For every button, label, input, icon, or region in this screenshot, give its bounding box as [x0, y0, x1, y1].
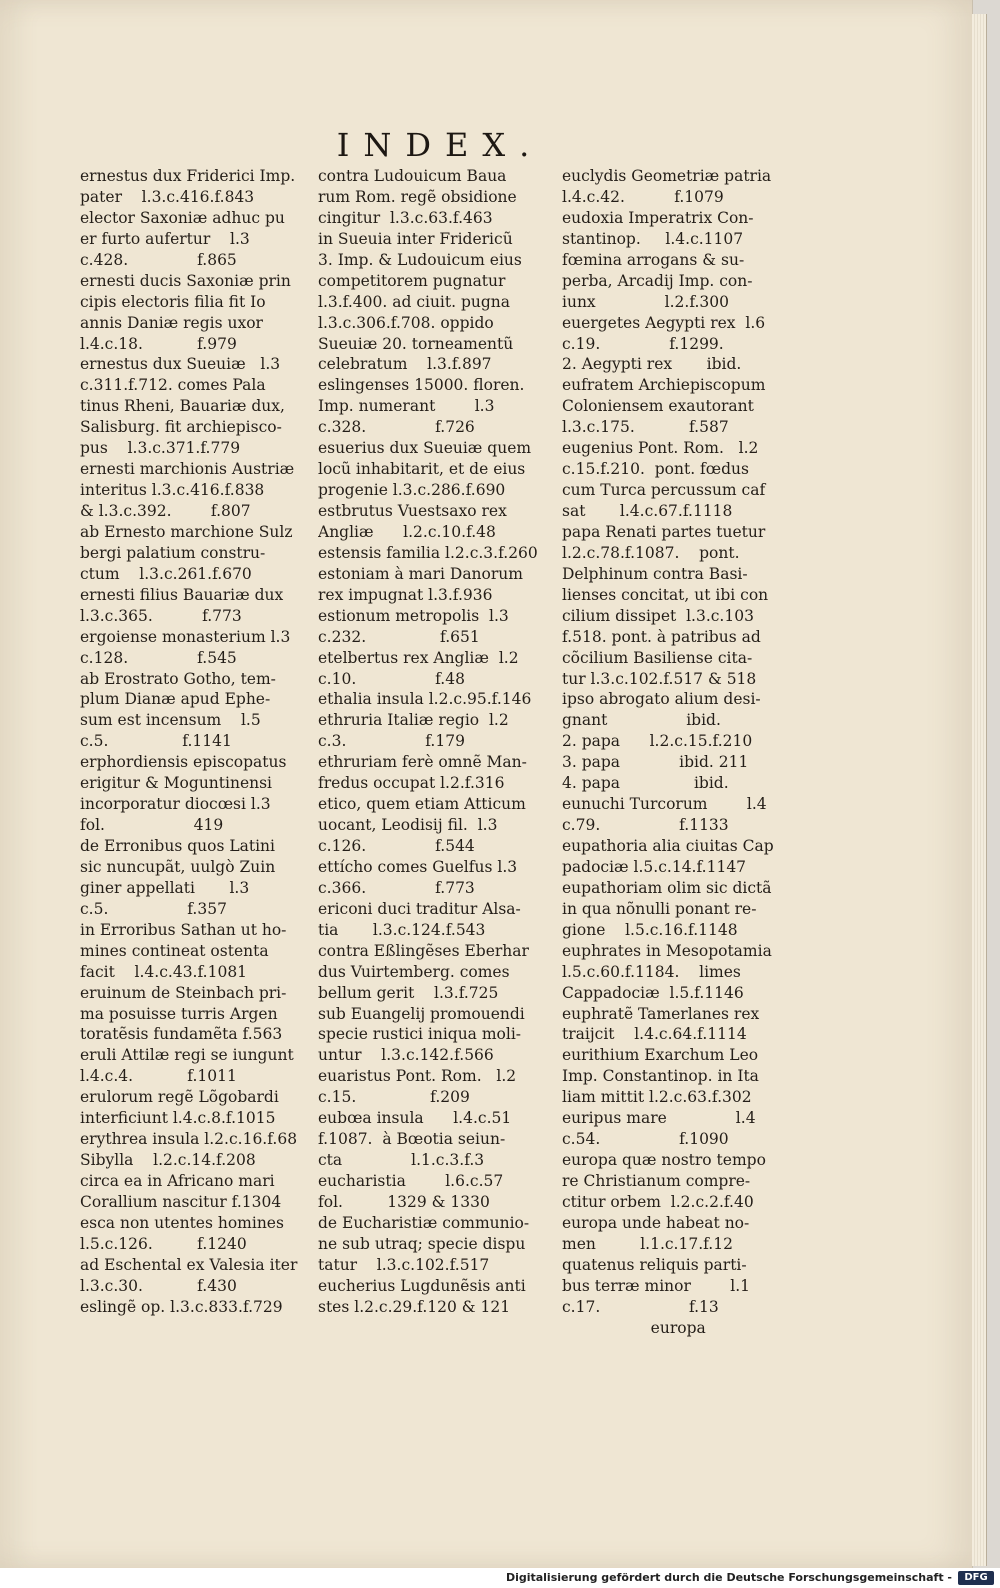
index-line: in qua nõnulli ponant re-	[562, 899, 757, 918]
index-line: ernesti ducis Saxoniæ prin	[80, 271, 291, 290]
index-line: bellum gerit l.3.f.725	[318, 983, 499, 1002]
index-column-1	[80, 166, 310, 1318]
index-line: eupathoria alia ciuitas Cap	[562, 837, 774, 855]
index-line: eupathoriam olim sic dictã	[562, 878, 772, 897]
index-line: l.5.c.60.f.1184. limes	[562, 962, 741, 981]
index-line: erulorum regẽ Lõgobardi	[80, 1088, 279, 1107]
index-line: pus l.3.c.371.f.779	[80, 439, 241, 458]
index-line: contra Ludouicum Baua	[318, 167, 507, 185]
index-line: l.5.c.126. f.1240	[80, 1234, 247, 1253]
index-line: eslingenses 15000. floren.	[318, 376, 525, 395]
index-column-2	[318, 166, 548, 1318]
index-line: erythrea insula l.2.c.16.f.68	[80, 1130, 298, 1149]
index-line: euripus mare l.4	[562, 1109, 756, 1128]
index-line: l.3.f.400. ad ciuit. pugna	[318, 292, 511, 311]
index-line: eubœa insula l.4.c.51	[318, 1109, 512, 1128]
index-line: l.4.c.18. f.979	[80, 334, 237, 353]
page-heading: INDEX.	[336, 126, 544, 164]
index-line: ctitur orbem l.2.c.2.f.40	[562, 1192, 754, 1211]
index-line: europa unde habeat no-	[562, 1213, 750, 1232]
index-line: ma posuisse turris Argen	[80, 1004, 278, 1023]
index-line: sat l.4.c.67.f.1118	[562, 502, 733, 520]
index-line: de Erronibus quos Latini	[80, 837, 275, 855]
index-line: c.5. f.357	[80, 899, 227, 918]
index-line: ad Eschental ex Valesia iter	[80, 1255, 298, 1274]
index-line: l.3.c.175. f.587	[562, 418, 729, 437]
index-line: cta l.1.c.3.f.3	[318, 1151, 485, 1170]
index-line: etico, quem etiam Atticum	[318, 795, 526, 814]
index-line: mines contineat ostenta	[80, 941, 269, 960]
index-line: er furto aufertur l.3	[80, 229, 250, 248]
index-line: fredus occupat l.2.f.316	[318, 774, 505, 793]
index-line: estoniam à mari Danorum	[318, 564, 523, 583]
index-line: ab Ernesto marchione Sulz	[80, 522, 293, 541]
index-line: eruinum de Steinbach pri-	[80, 983, 287, 1002]
index-line: esca non utentes homines	[80, 1213, 284, 1232]
index-line: cõcilium Basiliense cita-	[562, 648, 753, 667]
index-line: perba, Arcadij Imp. con-	[562, 271, 753, 290]
index-line: interitus l.3.c.416.f.838	[80, 481, 265, 500]
index-line: contra Eßlingẽses Eberhar	[318, 941, 529, 960]
index-line: lienses concitat, ut ibi con	[562, 585, 769, 604]
index-line: giner appellati l.3	[80, 878, 250, 897]
index-line: gione l.5.c.16.f.1148	[562, 920, 738, 939]
index-line: f.1087. à Bœotia seiun-	[318, 1130, 506, 1149]
index-line: eucherius Lugdunẽsis anti	[318, 1276, 526, 1295]
index-line: c.3. f.179	[318, 732, 465, 751]
index-line: cingitur l.3.c.63.f.463	[318, 208, 493, 227]
index-line: untur l.3.c.142.f.566	[318, 1046, 494, 1065]
index-line: eurithium Exarchum Leo	[562, 1046, 759, 1065]
index-line: ernestus dux Sueuiæ l.3	[80, 355, 281, 374]
index-line: eufratem Archiepiscopum	[562, 376, 766, 395]
index-line: Imp. Constantinop. in Ita	[562, 1067, 759, 1086]
index-line: tinus Rheni, Bauariæ dux,	[80, 397, 285, 416]
index-line: ipso abrogato alium desi-	[562, 690, 761, 709]
dfg-logo: DFG	[958, 1571, 994, 1585]
index-line: tia l.3.c.124.f.543	[318, 920, 486, 939]
index-line: c.54. f.1090	[562, 1130, 729, 1149]
index-line: rum Rom. regẽ obsidione	[318, 187, 517, 206]
index-line: fol. 1329 & 1330	[318, 1192, 490, 1211]
index-line: re Christianum compre-	[562, 1172, 751, 1190]
index-line: c.428. f.865	[80, 250, 237, 269]
index-line: quatenus reliquis parti-	[562, 1255, 747, 1274]
index-line: bergi palatium constru-	[80, 543, 266, 562]
index-line: l.3.c.306.f.708. oppido	[318, 313, 494, 332]
index-line: estensis familia l.2.c.3.f.260	[318, 543, 538, 562]
index-line: dus Vuirtemberg. comes	[318, 962, 510, 981]
index-line: l.3.c.30. f.430	[80, 1276, 237, 1295]
index-line: ne sub utraq; specie dispu	[318, 1234, 526, 1253]
index-line: Angliæ l.2.c.10.f.48	[318, 522, 496, 541]
index-line: elector Saxoniæ adhuc pu	[80, 208, 285, 227]
index-line: ab Erostrato Gotho, tem-	[80, 669, 276, 688]
index-line: men l.1.c.17.f.12	[562, 1234, 733, 1253]
index-line: europa quæ nostro tempo	[562, 1151, 766, 1170]
index-line: 3. papa ibid. 211	[562, 753, 749, 772]
index-line: progenie l.3.c.286.f.690	[318, 481, 506, 500]
index-line: c.311.f.712. comes Pala	[80, 376, 266, 395]
footer-bar	[0, 1568, 1000, 1588]
index-column-3	[562, 166, 792, 1339]
index-line: ericoni duci traditur Alsa-	[318, 899, 521, 918]
index-line: ernestus dux Friderici Imp.	[80, 167, 296, 185]
index-line: uocant, Leodisij fil. l.3	[318, 816, 498, 835]
index-line: 4. papa ibid.	[562, 774, 729, 793]
index-line: sic nuncupãt, uulgò Zuin	[80, 857, 276, 876]
index-line: cipis electoris filia fit Io	[80, 292, 266, 311]
index-line: circa ea in Africano mari	[80, 1172, 275, 1190]
index-line: tatur l.3.c.102.f.517	[318, 1255, 490, 1274]
index-line: estbrutus Vuestsaxo rex	[318, 502, 507, 520]
index-line: sub Euangelij promouendi	[318, 1004, 525, 1023]
index-line: etelbertus rex Angliæ l.2	[318, 648, 519, 667]
index-line: eslingẽ op. l.3.c.833.f.729	[80, 1297, 283, 1316]
index-line: incorporatur diocœsi l.3	[80, 795, 271, 814]
index-line: l.4.c.4. f.1011	[80, 1067, 237, 1086]
index-line: f.518. pont. à patribus ad	[562, 627, 761, 646]
index-line: sum est incensum l.5	[80, 711, 261, 730]
index-line: c.17. f.13	[562, 1297, 719, 1316]
index-line: ernesti marchionis Austriæ	[80, 460, 295, 479]
index-line: ernesti filius Bauariæ dux	[80, 585, 284, 604]
index-line: stantinop. l.4.c.1107	[562, 229, 744, 248]
index-line: papa Renati partes tuetur	[562, 522, 766, 541]
index-line: 3. Imp. & Ludouicum eius	[318, 250, 522, 269]
index-line: estionum metropolis l.3	[318, 606, 509, 625]
index-line: c.19. f.1299.	[562, 334, 724, 353]
index-line: l.2.c.78.f.1087. pont.	[562, 543, 740, 562]
index-line: traijcit l.4.c.64.f.1114	[562, 1025, 747, 1044]
index-line: c.15. f.209	[318, 1088, 470, 1107]
index-line: tur l.3.c.102.f.517 & 518	[562, 669, 757, 688]
index-line: eudoxia Imperatrix Con-	[562, 208, 754, 227]
index-line: Cappadociæ l.5.f.1146	[562, 983, 744, 1002]
index-line: specie rustici iniqua moli-	[318, 1025, 522, 1044]
index-line: Coloniensem exautorant	[562, 397, 754, 416]
index-line: esuerius dux Sueuiæ quem	[318, 439, 532, 458]
index-line: fœmina arrogans & su-	[562, 250, 745, 269]
index-line: eugenius Pont. Rom. l.2	[562, 439, 759, 458]
index-line: pater l.3.c.416.f.843	[80, 187, 255, 206]
index-line: facit l.4.c.43.f.1081	[80, 962, 248, 981]
index-line: c.5. f.1141	[80, 732, 232, 751]
index-line: locũ inhabitarit, et de eius	[318, 460, 526, 479]
index-line: ctum l.3.c.261.f.670	[80, 564, 252, 583]
index-line: plum Dianæ apud Ephe-	[80, 690, 271, 709]
index-line: fol. 419	[80, 816, 224, 835]
index-line: annis Daniæ regis uxor	[80, 313, 263, 332]
index-line: l.4.c.42. f.1079	[562, 187, 724, 206]
index-line: Delphinum contra Basi-	[562, 564, 748, 583]
index-line: Sibylla l.2.c.14.f.208	[80, 1151, 256, 1170]
index-line: interficiunt l.4.c.8.f.1015	[80, 1109, 276, 1128]
index-line: c.15.f.210. pont. fœdus	[562, 460, 749, 479]
index-line: ergoiense monasterium l.3	[80, 627, 291, 646]
index-line: ethruriam ferè omnẽ Man-	[318, 753, 527, 772]
index-line: in Sueuia inter Fridericũ	[318, 229, 513, 248]
index-line: cilium dissipet l.3.c.103	[562, 606, 754, 625]
index-line: euaristus Pont. Rom. l.2	[318, 1067, 517, 1086]
index-line: rex impugnat l.3.f.936	[318, 585, 493, 604]
index-line: 2. Aegypti rex ibid.	[562, 355, 742, 374]
index-line: ethalia insula l.2.c.95.f.146	[318, 690, 532, 709]
page-edges	[972, 14, 987, 1566]
index-line: liam mittit l.2.c.63.f.302	[562, 1088, 752, 1107]
index-line: c.126. f.544	[318, 837, 475, 855]
index-line: stes l.2.c.29.f.120 & 121	[318, 1297, 511, 1316]
index-line: Sueuiæ 20. torneamentũ	[318, 334, 514, 353]
funding-credit: Digitalisierung gefördert durch die Deutsche Forschungsgemeinschaft -	[505, 1571, 952, 1584]
index-line: erigitur & Moguntinensi	[80, 774, 273, 793]
index-line: in Erroribus Sathan ut ho-	[80, 920, 287, 939]
index-line: iunx l.2.f.300	[562, 292, 730, 311]
index-line: euergetes Aegypti rex l.6	[562, 313, 766, 332]
index-line: de Eucharistiæ communio-	[318, 1213, 530, 1232]
index-line: Salisburg. fit archiepisco-	[80, 418, 282, 437]
index-line: 2. papa l.2.c.15.f.210	[562, 732, 753, 751]
index-line: celebratum l.3.f.897	[318, 355, 492, 374]
index-line: eruli Attilæ regi se iungunt	[80, 1046, 294, 1065]
index-line: c.232. f.651	[318, 627, 480, 646]
index-line: erphordiensis episcopatus	[80, 753, 287, 772]
index-line: padociæ l.5.c.14.f.1147	[562, 857, 747, 876]
index-line: gnant ibid.	[562, 711, 721, 730]
index-line: cum Turca percussum caf	[562, 481, 766, 500]
index-line: bus terræ minor l.1	[562, 1276, 751, 1295]
index-line: eucharistia l.6.c.57	[318, 1172, 504, 1190]
index-line: Corallium nascitur f.1304	[80, 1192, 282, 1211]
index-line: toratẽsis fundamẽta f.563	[80, 1025, 283, 1044]
index-line: ethruria Italiæ regio l.2	[318, 711, 509, 730]
index-line: c.366. f.773	[318, 878, 475, 897]
index-line: & l.3.c.392. f.807	[80, 502, 251, 520]
index-line: euphrates in Mesopotamia	[562, 941, 772, 960]
index-line: l.3.c.365. f.773	[80, 606, 242, 625]
index-line: euphratẽ Tamerlanes rex	[562, 1004, 760, 1023]
index-line: c.328. f.726	[318, 418, 475, 437]
index-line: euclydis Geometriæ patria	[562, 167, 772, 185]
index-line: c.128. f.545	[80, 648, 237, 667]
index-line: eunuchi Turcorum l.4	[562, 795, 767, 814]
index-line: europa	[562, 1318, 706, 1337]
index-line: c.10. f.48	[318, 669, 465, 688]
index-line: ettícho comes Guelfus l.3	[318, 857, 518, 876]
index-line: c.79. f.1133	[562, 816, 729, 835]
index-line: competitorem pugnatur	[318, 271, 506, 290]
index-line: Imp. numerant l.3	[318, 397, 495, 416]
